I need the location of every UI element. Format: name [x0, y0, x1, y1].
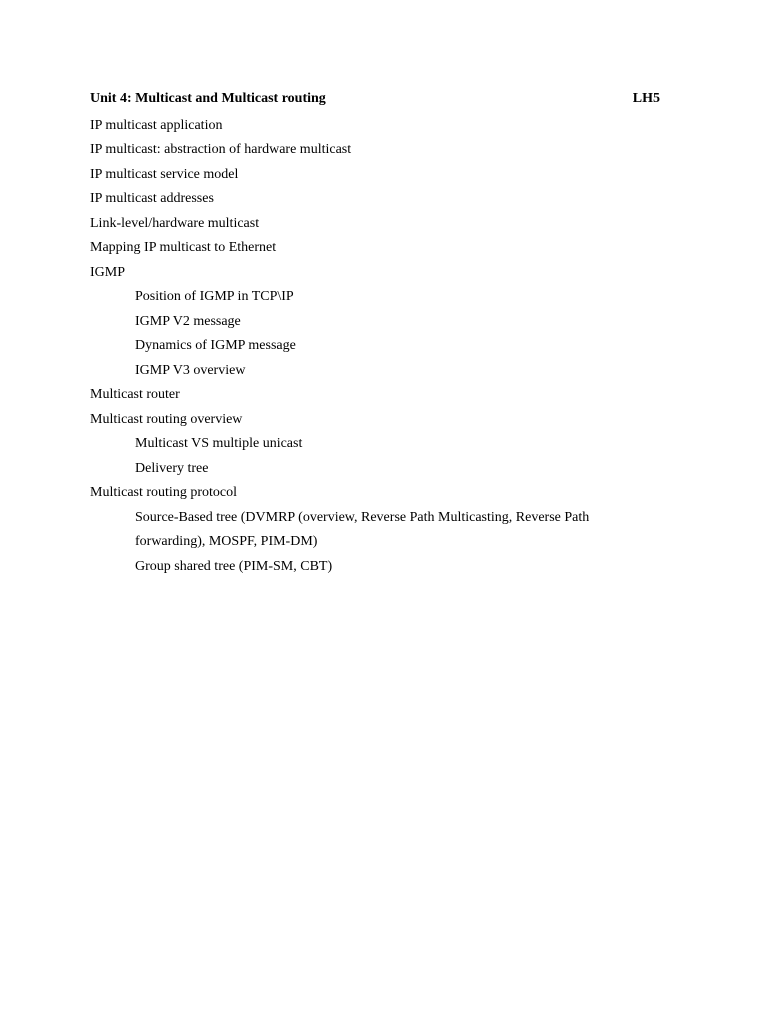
syllabus-subline: Position of IGMP in TCP\IP	[135, 289, 294, 304]
syllabus-line: IP multicast application	[90, 117, 223, 133]
unit-title: Unit 4: Multicast and Multicast routing	[90, 91, 326, 106]
syllabus-line: IP multicast: abstraction of hardware multicast	[90, 142, 352, 157]
syllabus-line: Link-level/hardware multicast	[90, 215, 260, 231]
syllabus-list	[90, 116, 690, 582]
syllabus-line: Mapping IP multicast to Ethernet	[90, 240, 277, 255]
syllabus-line: IP multicast addresses	[90, 191, 214, 206]
syllabus-subline: Multicast VS multiple unicast	[135, 436, 303, 451]
syllabus-line: Multicast routing overview	[90, 411, 243, 427]
unit-heading	[90, 91, 660, 111]
syllabus-line: Multicast routing protocol	[90, 485, 237, 500]
syllabus-subline: Dynamics of IGMP message	[135, 338, 296, 353]
syllabus-subline: Group shared tree (PIM-SM, CBT)	[135, 558, 333, 574]
lecture-hours: LH5	[632, 91, 660, 106]
syllabus-subline: Delivery tree	[135, 460, 209, 476]
syllabus-line: IP multicast service model	[90, 166, 239, 182]
syllabus-subline: IGMP V2 message	[135, 313, 241, 329]
syllabus-subline: forwarding), MOSPF, PIM-DM)	[135, 534, 318, 549]
syllabus-line: IGMP	[90, 264, 126, 280]
syllabus-line: Multicast router	[90, 387, 180, 402]
syllabus-subline: IGMP V3 overview	[135, 362, 246, 378]
syllabus-subline: Source-Based tree (DVMRP (overview, Reverse Path Multicasting, Reverse Path	[135, 509, 590, 525]
